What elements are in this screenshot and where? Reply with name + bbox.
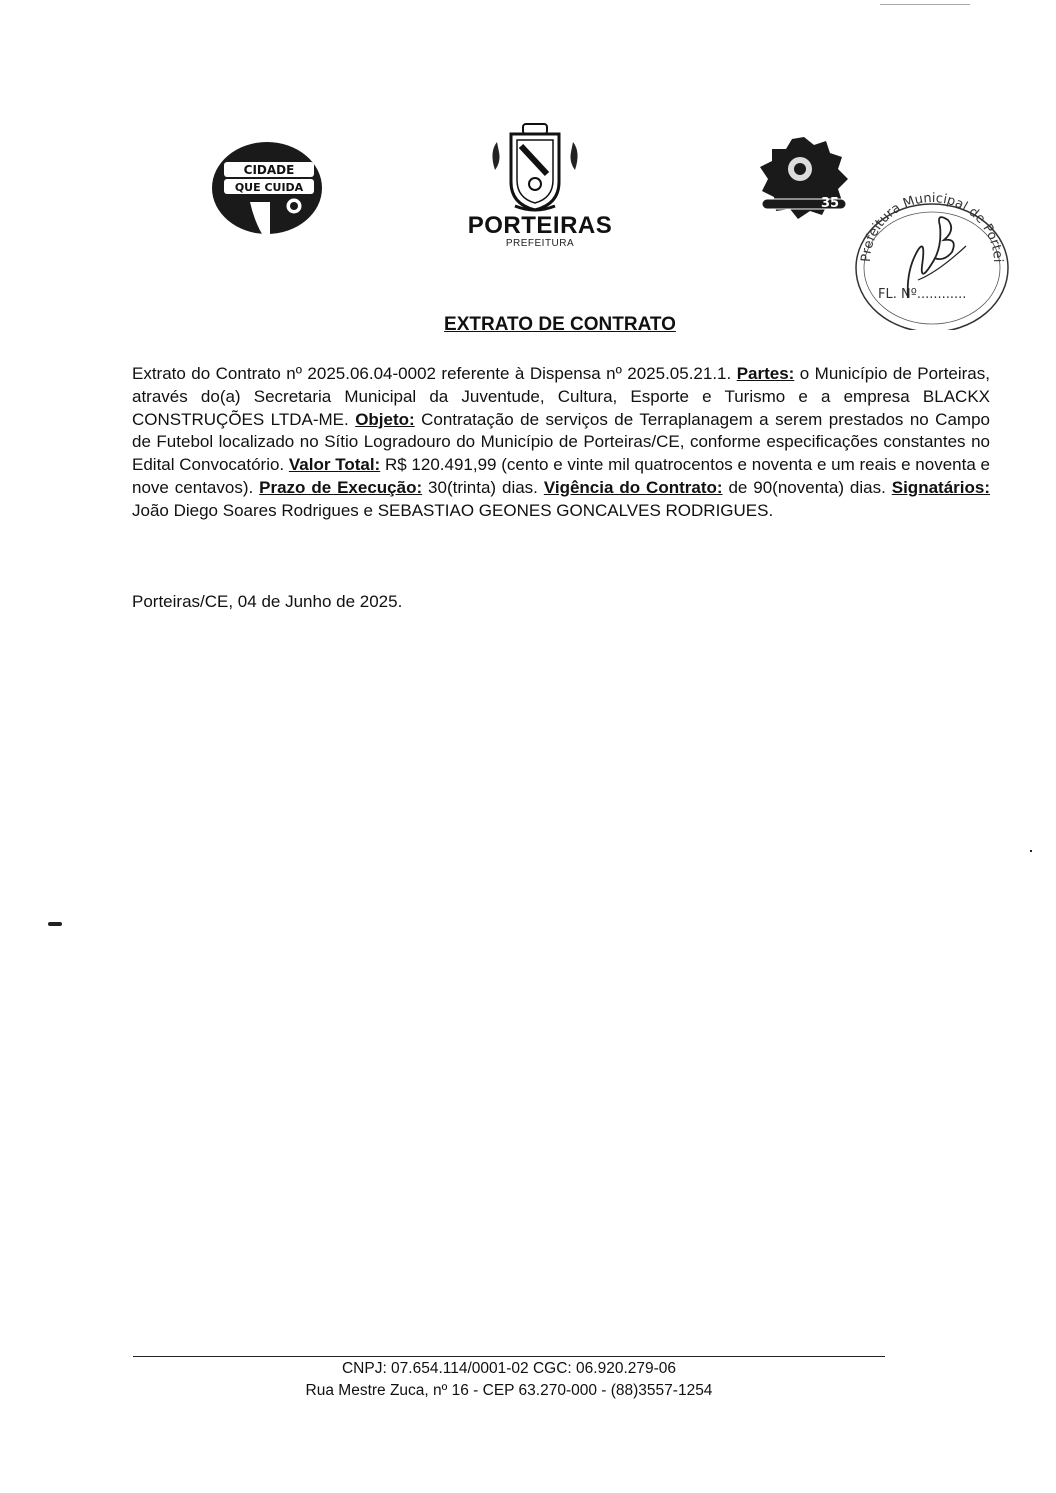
logo-cidade-line1: CIDADE bbox=[243, 163, 295, 177]
valor-total-label: Valor Total: bbox=[288, 455, 381, 475]
municipal-stamp bbox=[848, 180, 1012, 330]
porteiras-crest-icon bbox=[485, 122, 585, 214]
partes-label: Partes: bbox=[736, 364, 795, 383]
footer-address: Rua Mestre Zuca, nº 16 - CEP 63.270-000 - (88)3557-1254 bbox=[305, 1382, 713, 1399]
scan-speck bbox=[48, 922, 62, 926]
contract-extract-paragraph bbox=[132, 363, 990, 523]
prefeitura-brand bbox=[440, 212, 640, 249]
objeto-label: Objeto: bbox=[355, 409, 415, 429]
scan-speck bbox=[880, 4, 970, 5]
brand-name: PORTEIRAS bbox=[467, 212, 613, 239]
stamp-arc-text: Prefeitura Municipal de Portei bbox=[858, 190, 1006, 263]
valor-total-text: R$ 120.491,99 (cento e vinte mil quatrocentos e noventa e um reais e noventa e nove centavos). bbox=[132, 455, 990, 497]
extract-intro: Extrato do Contrato nº 2025.06.04-0002 referente à Dispensa nº 2025.05.21.1. bbox=[132, 364, 737, 383]
cidade-que-cuida-logo bbox=[210, 140, 325, 235]
vigencia-contrato-label: Vigência do Contrato: bbox=[543, 477, 723, 497]
signatarios-text: João Diego Soares Rodrigues e SEBASTIAO GEONES GONCALVES RODRIGUES. bbox=[132, 500, 774, 520]
document-title: EXTRATO DE CONTRATO bbox=[444, 314, 676, 335]
stamp-fl-number: FL. Nº............ bbox=[878, 287, 967, 302]
signatarios-label: Signatários: bbox=[891, 477, 990, 497]
anniversary-number: 35 bbox=[820, 196, 840, 211]
partes-text: o Município de Porteiras, através do(a) Secretaria Municipal da Juventude, Cultura, Esporte e Turismo e a empresa BLACKX CONSTRUÇÕES LTDA-ME. bbox=[132, 364, 990, 429]
footer-cnpj: CNPJ: 07.654.114/0001-02 CGC: 06.920.279-06 bbox=[341, 1360, 677, 1377]
prazo-execucao-text: 30(trinta) dias. bbox=[422, 477, 544, 497]
objeto-text: Contratação de serviços de Terraplanagem a serem prestados no Campo de Futebol localizado no Sítio Logradouro do Município de Porteiras/CE, conforme especificações constantes no Edital Convocatório. bbox=[132, 409, 990, 475]
footer bbox=[133, 1358, 885, 1402]
brand-subtitle: PREFEITURA bbox=[505, 238, 575, 249]
prazo-execucao-label: Prazo de Execução: bbox=[259, 477, 423, 497]
anniversary-logo bbox=[752, 133, 856, 225]
vigencia-contrato-text: de 90(noventa) dias. bbox=[722, 477, 892, 497]
footer-divider bbox=[133, 1356, 885, 1357]
date-line: Porteiras/CE, 04 de Junho de 2025. bbox=[132, 592, 403, 611]
logo-cidade-line2: QUE CUIDA bbox=[234, 181, 304, 194]
signature-icon bbox=[908, 217, 954, 298]
scan-speck bbox=[1030, 850, 1032, 852]
